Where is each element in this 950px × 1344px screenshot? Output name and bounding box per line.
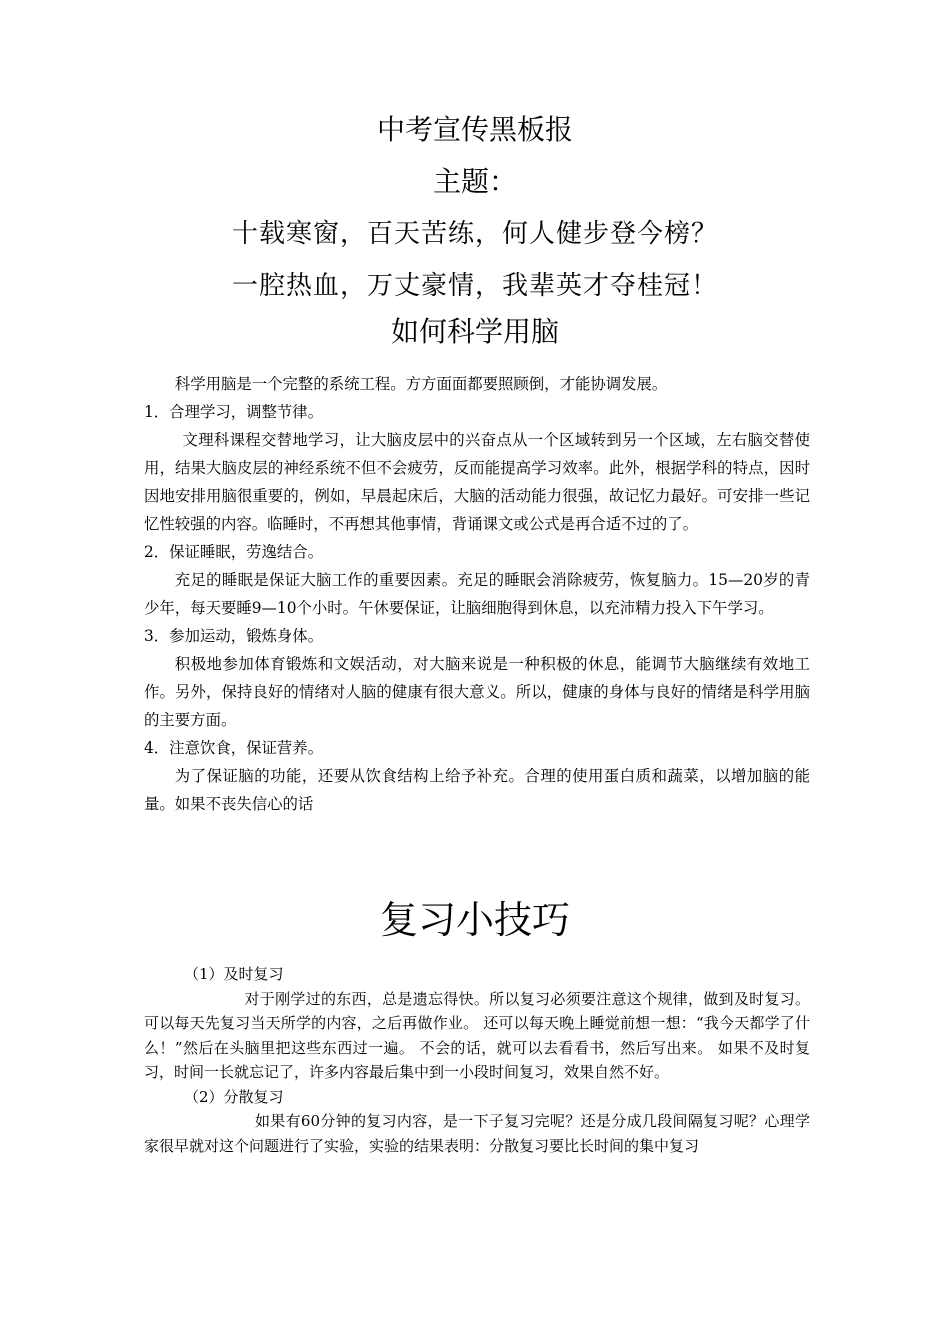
item-text-4: 为了保证脑的功能，还要从饮食结构上给予补充。合理的使用蛋白质和蔬菜，以增加脑的能量。如果不丧失信心的话 bbox=[144, 767, 810, 813]
item-heading-1: 1．合理学习，调整节律。 bbox=[144, 403, 324, 421]
slogan-line-2: 一腔热血，万丈豪情，我辈英才夺桂冠！ bbox=[231, 271, 718, 301]
tip-heading-1: （1）及时复习 bbox=[184, 965, 284, 983]
item-text-2: 充足的睡眠是保证大脑工作的重要因素。充足的睡眠会消除疲劳，恢复脑力。15—20岁的青少年，每天要睡9—10个小时。午休要保证，让脑细胞得到休息，以充沛精力投入下午学习。 bbox=[144, 571, 810, 617]
item-heading-4: 4．注意饮食，保证营养。 bbox=[144, 739, 324, 757]
section-title-review: 复习小技巧 bbox=[379, 898, 570, 942]
slogan-line-1: 十载寒窗，百天苦练，何人健步登今榜？ bbox=[231, 219, 718, 249]
section-body-review bbox=[144, 962, 810, 1158]
tip-text-2: 如果有60分钟的复习内容，是一下子复习完呢？还是分成几段间隔复习呢？心理学家很早就对这个问题进行了实验，实验的结果表明：分散复习要比长时间的集中复习 bbox=[144, 1112, 810, 1155]
item-heading-3: 3．参加运动，锻炼身体。 bbox=[144, 627, 324, 645]
item-text-3: 积极地参加体育锻炼和文娱活动，对大脑来说是一种积极的休息，能调节大脑继续有效地工作。另外，保持良好的情绪对人脑的健康有很大意义。所以，健康的身体与良好的情绪是科学用脑的主要方面。 bbox=[144, 655, 810, 729]
section-title-brain: 如何科学用脑 bbox=[390, 315, 559, 348]
poster-title: 中考宣传黑板报 bbox=[376, 113, 573, 146]
intro-paragraph: 科学用脑是一个完整的系统工程。方方面面都要照顾倒，才能协调发展。 bbox=[174, 375, 668, 393]
section-body-brain bbox=[144, 370, 810, 818]
item-text-1: 文理科课程交替地学习，让大脑皮层中的兴奋点从一个区域转到另一个区域，左右脑交替使用，结果大脑皮层的神经系统不但不会疲劳，反而能提高学习效率。此外，根据学科的特点，因时因地安排用脑很重要的，例如，早晨起床后，大脑的活动能力很强，故记忆力最好。可安排一些记忆性较强的内容。临睡时，不再想其他事情，背诵课文或公式是再合适不过的了。 bbox=[144, 431, 810, 533]
tip-heading-2: （2）分散复习 bbox=[184, 1087, 284, 1106]
item-heading-2: 2．保证睡眠，劳逸结合。 bbox=[144, 543, 324, 561]
topic-label: 主题： bbox=[432, 165, 517, 198]
tip-text-1: 对于刚学过的东西，总是遗忘得快。所以复习必须要注意这个规律，做到及时复习。可以每天先复习当天所学的内容，之后再做作业。 还可以每天晚上睡觉前想一想：“我今天都学了什么！”然后在头脑里把这些东西过一遍。 不会的话，就可以去看看书，然后写出来。 如果不及时复习，时间一长就忘记了，许多内容最后集中到一小段时间复习，效果自然不好。 bbox=[144, 989, 810, 1081]
